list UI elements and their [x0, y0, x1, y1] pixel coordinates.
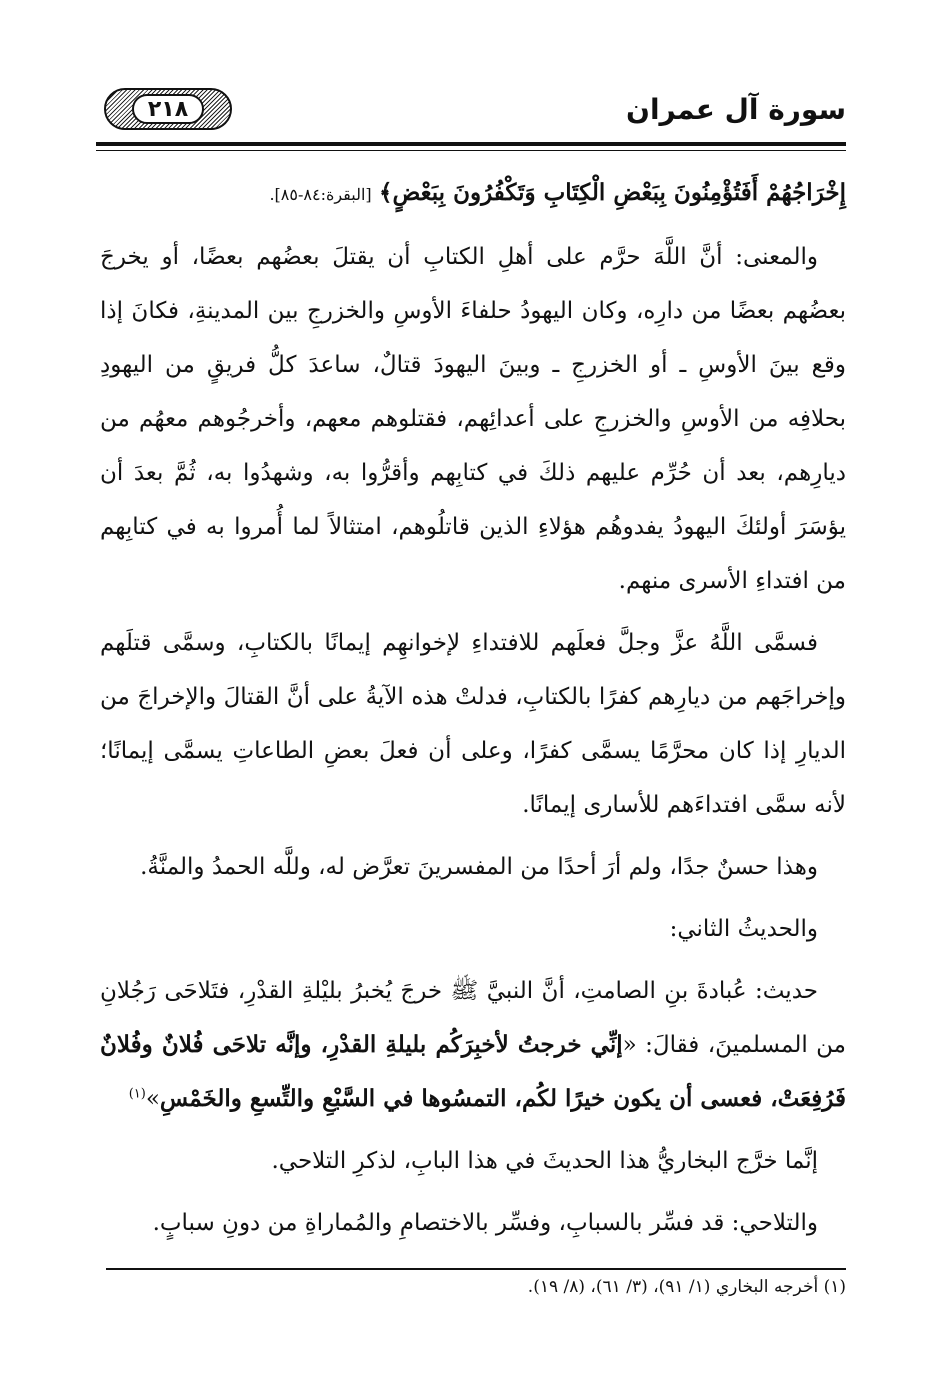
page-header — [96, 84, 846, 142]
footnote-rule — [106, 1268, 846, 1270]
paragraph-good: وهذا حسنٌ جدًا، ولم أرَ أحدًا من المفسرينَ تعرَّض له، وللَّه الحمدُ والمنَّةُ. — [140, 854, 818, 880]
paragraph-named: فسمَّى اللَّهُ عزَّ وجلَّ فعلَهم للافتداءِ لإخوانهِم إيمانًا بالكتابِ، وسمَّى قتلَهم وإخراجَهم من ديارِهم كفرًا بالكتابِ، فدلتْ هذه الآيةُ على أنَّ القتالَ والإخراجَ من الديارِ إذا كان محرَّمًا يسمَّى كفرًا، وعلى أن فعلَ بعضِ الطاعاتِ يسمَّى إيمانًا؛ لأنه سمَّى افتداءَهم للأسارى إيمانًا. — [100, 630, 846, 818]
paragraph-talahi: والتلاحي: قد فسِّر بالسبابِ، وفسِّر بالاختصامِ والمُماراةِ من دونِ سبابٍ. — [152, 1210, 818, 1236]
verse-reference: [البقرة:٨٤-٨٥]. — [269, 185, 372, 204]
footnote-1: (١) أخرجه البخاري (١/ ٩١)، (٣/ ٦١)، (٨/ ١٩). — [527, 1277, 846, 1297]
header-rule-thick — [96, 142, 846, 146]
paragraph-hadith — [100, 964, 846, 1126]
quote-line — [100, 166, 846, 222]
surah-title: سورة آل عمران — [626, 93, 846, 126]
hadith-heading: والحديثُ الثاني: — [669, 916, 818, 942]
paragraph-meaning: والمعنى: أنَّ اللَّهَ حرَّم على أهلِ الكتابِ أن يقتلَ بعضُهم بعضًا، أو يخرجَ بعضُهم بعضًا من دارِه، وكان اليهودُ حلفاءَ الأوسِ والخزرجِ بين المدينةِ، فكانَ إذا وقع بينَ الأوسِ ـ أو الخزرجِ ـ وبينَ اليهودَ قتالٌ، ساعدَ كلُّ فريقٍ من اليهودِ بحلافِه من الأوسِ والخزرجِ على أعدائِهم، فقتلوهم معهم، وأخرجُوهم معهُم من ديارِهم، بعد أن حُرِّم عليهم ذلكَ في كتابِهم وأقرُّوا به، وشهدُوا به، ثُمَّ بعدَ أن يؤسَرَ أولئكَ اليهودُ يفدوهُم هؤلاءِ الذين قاتلُوهم، امتثالاً لما أُمروا به في كتابِهم من افتداءِ الأسرى منهم. — [100, 244, 846, 594]
hadith-quote: إنِّي خرجتُ لأخبِرَكُم بليلةِ القدْرِ، وإنَّه تلاحَى فُلانٌ وفُلانٌ فَرُفِعَتْ، فعسى أن يكون خيرًا لكُم، التمسُوها في السَّبْعِ والتِّسعِ والخَمْسِ — [100, 1031, 846, 1112]
page-number: ٢١٨ — [132, 94, 204, 124]
paragraph-bukhari: إنَّما خرَّج البخاريُّ هذا الحديثَ في هذا البابِ، لذكرِ التلاحي. — [271, 1148, 818, 1174]
header-rule-thin — [96, 150, 846, 151]
footnote-marker: (١) — [128, 1086, 146, 1102]
page-number-badge — [104, 88, 232, 130]
quran-verse: إِخْرَاجُهُمْ أَفَتُؤْمِنُونَ بِبَعْضِ الْكِتَابِ وَتَكْفُرُونَ بِبَعْضٍ﴾ — [378, 179, 846, 206]
main-text — [100, 166, 846, 1258]
hadith-intro: حديث: عُبادةَ بنِ الصامتِ، أنَّ النبيَّ ﷺ خرجَ يُخبرُ بليْلةِ القدْرِ، فتَلاحَى رَجُلانِ من المسلمينَ، فقالَ: « — [100, 978, 846, 1058]
hadith-close: » — [145, 1086, 160, 1112]
